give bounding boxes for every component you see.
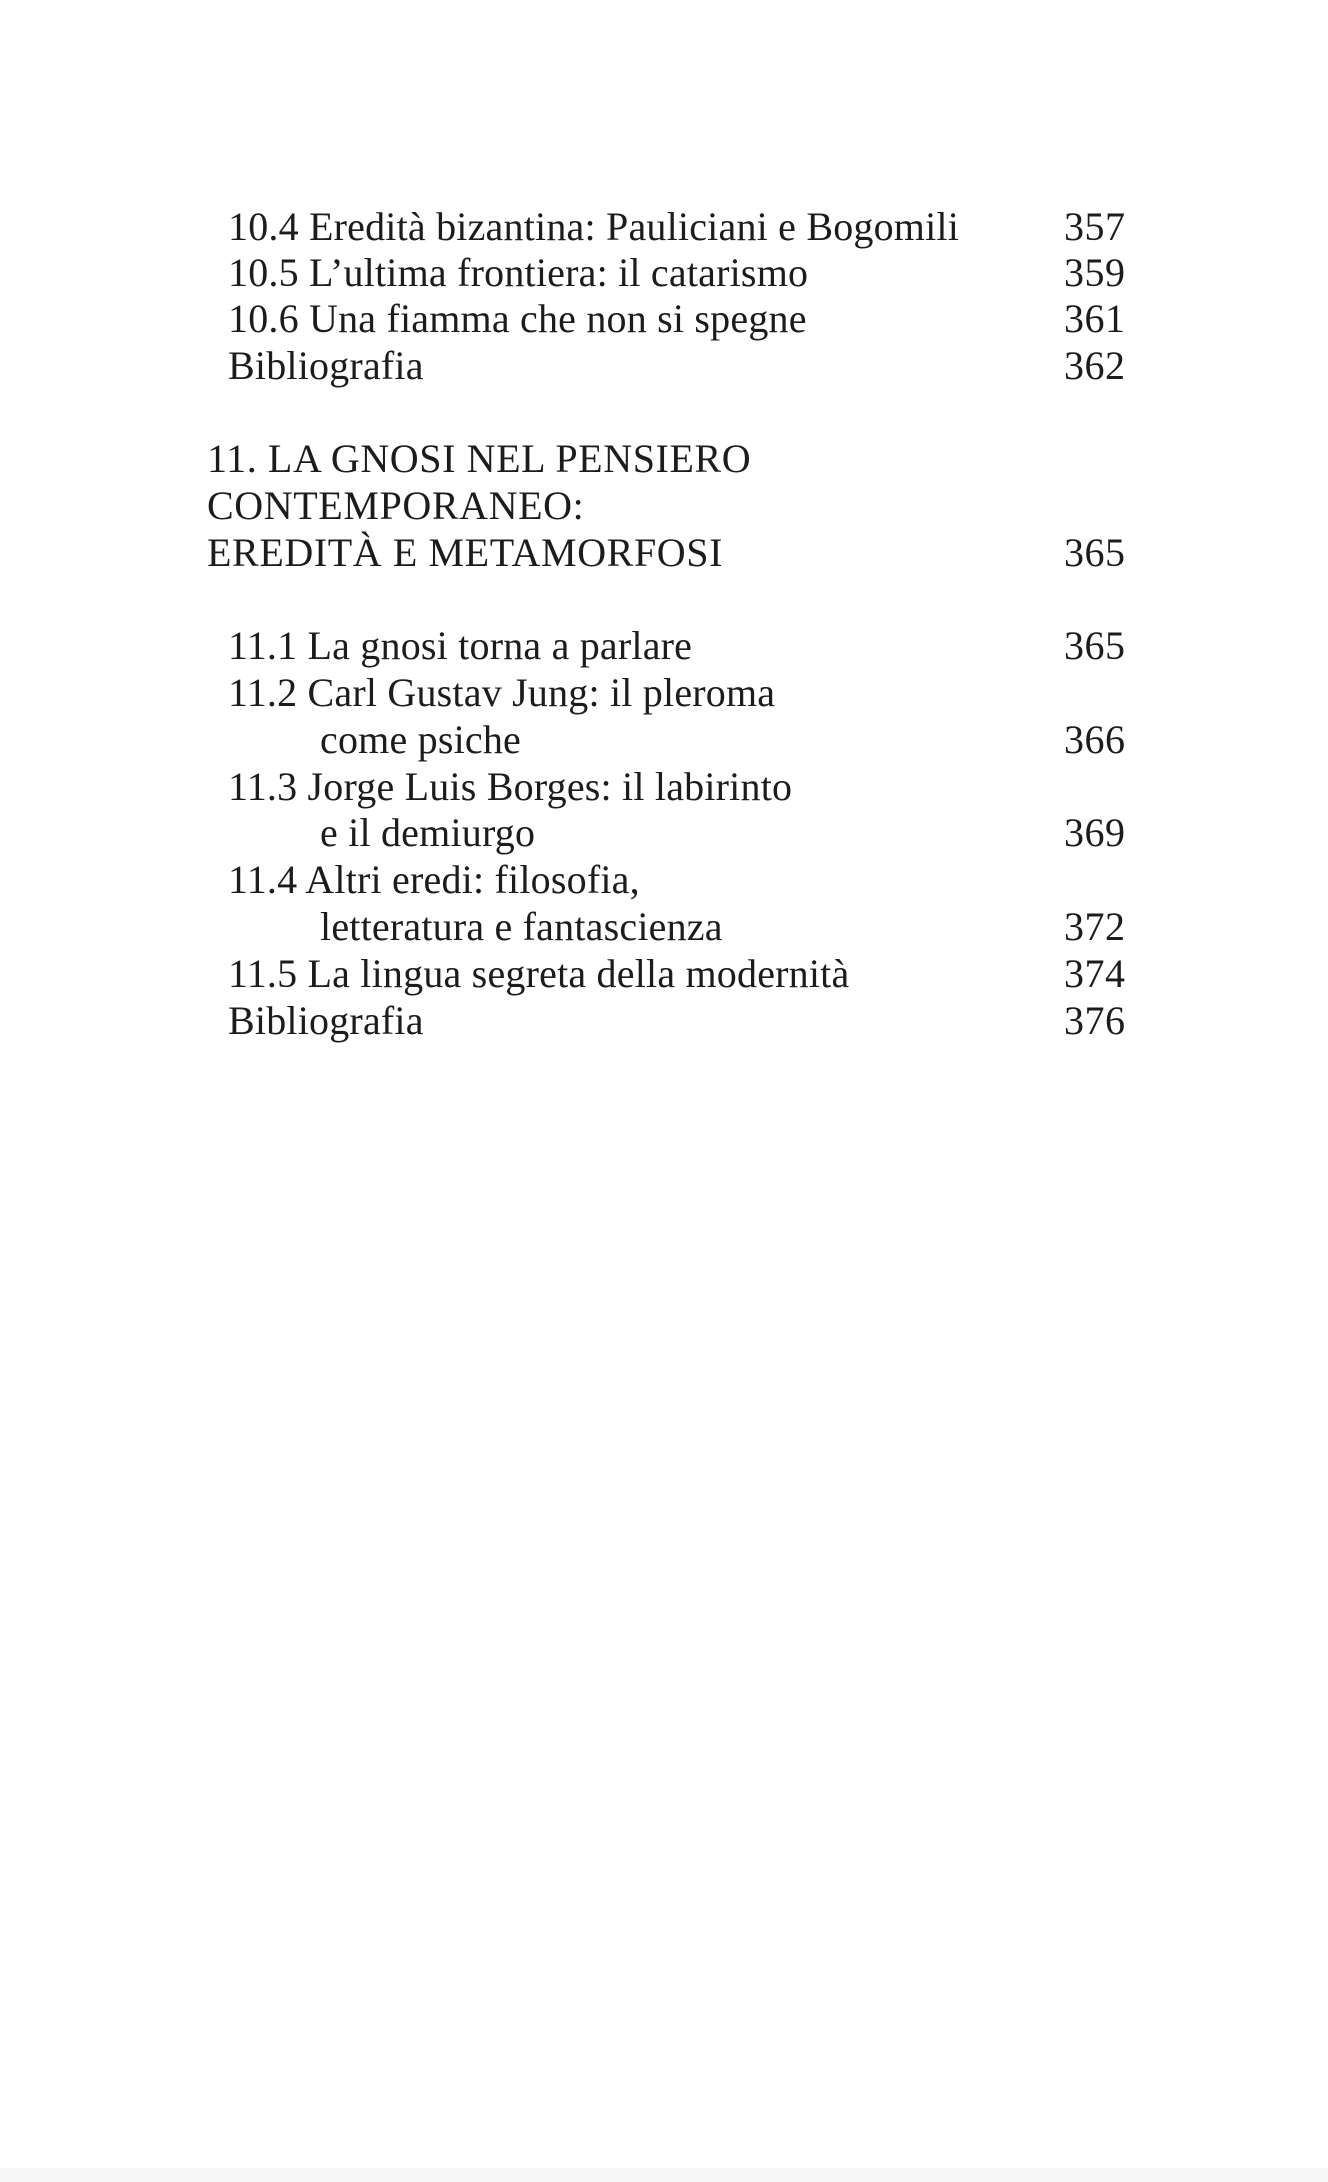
toc-entry-label: Bibliografia: [228, 343, 424, 388]
toc-entry-label: 11.2 Carl Gustav Jung: il pleroma: [228, 670, 776, 715]
toc-entry-label: 11.4 Altri eredi: filosofia,: [228, 857, 640, 902]
toc-entry-page: 376: [1064, 998, 1126, 1043]
toc-entry-page: 359: [1064, 250, 1126, 295]
page-bottom-edge: [0, 2168, 1328, 2182]
toc-entry-page: 374: [1064, 951, 1126, 996]
toc-entry-label: 11.1 La gnosi torna a parlare: [228, 623, 693, 668]
toc-entry-label: 10.6 Una fiamma che non si spegne: [228, 296, 807, 341]
toc-entry-page: 372: [1064, 904, 1126, 949]
toc-entry-label: 10.5 L’ultima frontiera: il catarismo: [228, 250, 809, 295]
toc-entry-label: 10.4 Eredità bizantina: Pauliciani e Bogomili: [228, 204, 960, 249]
chapter-title-line: CONTEMPORANEO:: [207, 483, 585, 528]
toc-entry-page: 369: [1064, 810, 1126, 855]
toc-entry-page: 365: [1064, 623, 1126, 668]
toc-entry-label: Bibliografia: [228, 998, 424, 1043]
toc-entry-page: 361: [1064, 296, 1126, 341]
toc-entry-continuation: e il demiurgo: [320, 810, 536, 855]
chapter-title-line: 11. LA GNOSI NEL PENSIERO: [207, 436, 752, 481]
toc-entry-continuation: letteratura e fantascienza: [320, 904, 723, 949]
toc-entry-page: 362: [1064, 343, 1126, 388]
toc-entry-label: 11.5 La lingua segreta della modernità: [228, 951, 850, 996]
toc-entry-page: 357: [1064, 204, 1126, 249]
toc-entry-label: 11.3 Jorge Luis Borges: il labirinto: [228, 764, 793, 809]
chapter-page: 365: [1064, 530, 1126, 575]
chapter-title-line: EREDITÀ E METAMORFOSI: [207, 530, 724, 575]
toc-entry-page: 366: [1064, 717, 1126, 762]
toc-entry-continuation: come psiche: [320, 717, 522, 762]
